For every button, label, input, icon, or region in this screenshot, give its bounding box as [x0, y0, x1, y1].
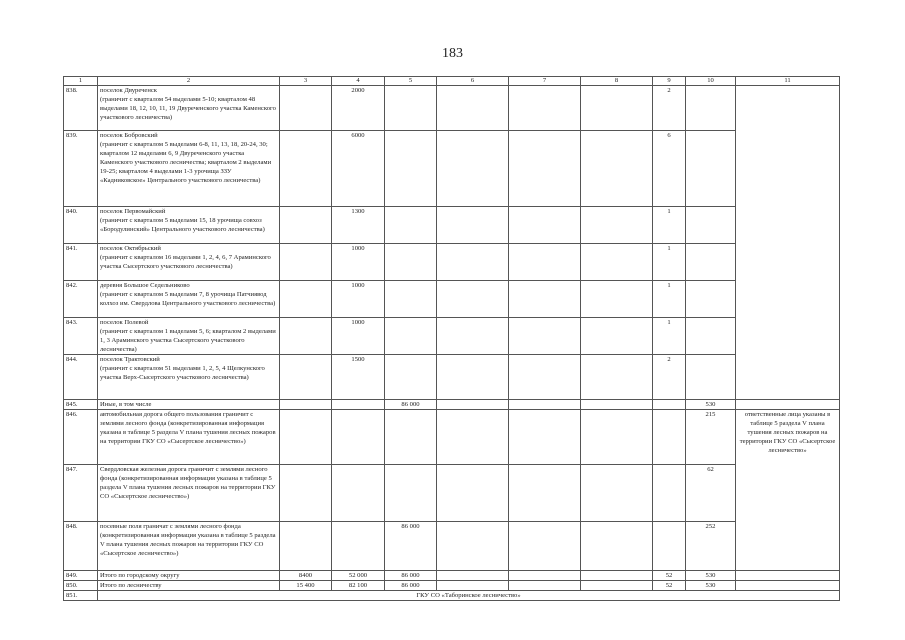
settlement-name: поселок Октябрьский: [100, 245, 161, 252]
table-cell: [332, 522, 385, 571]
table-row: [64, 244, 840, 281]
table-cell: [280, 207, 332, 244]
table-cell: 6: [653, 131, 686, 207]
column-header: 5: [385, 77, 437, 86]
table-cell: [385, 318, 437, 355]
table-cell: [509, 465, 581, 522]
column-header: 10: [686, 77, 736, 86]
table-cell: [581, 571, 653, 581]
table-cell: [437, 581, 509, 591]
row-text: Итого по лесничеству: [98, 581, 280, 591]
table-cell: [653, 410, 686, 465]
table-cell: [385, 207, 437, 244]
column-header: 1: [64, 77, 98, 86]
table-cell: [437, 355, 509, 400]
table-cell: 62: [686, 465, 736, 522]
settlement-cell: [98, 355, 280, 400]
table-cell: [385, 410, 437, 465]
table-cell: [280, 522, 332, 571]
column-header: 7: [509, 77, 581, 86]
table-cell: [581, 522, 653, 571]
table-cell: [280, 355, 332, 400]
table-cell: 530: [686, 571, 736, 581]
settlement-name: деревня Большое Седельниково: [100, 282, 190, 289]
table-cell: [509, 400, 581, 410]
settlement-cell: [98, 281, 280, 318]
table-row: [64, 318, 840, 355]
table-cell: 86 000: [385, 581, 437, 591]
table-cell: [280, 131, 332, 207]
table-cell: 2000: [332, 86, 385, 131]
row-number: 847.: [64, 465, 98, 522]
table-row: [64, 591, 840, 601]
table-cell: [581, 410, 653, 465]
table-cell: [686, 86, 736, 131]
row-number: 850.: [64, 581, 98, 591]
responsible-note: ответственные лица указаны в таблице 5 раздела V плана тушения лесных пожаров на территории ГКУ СО «Сысертское лесничество»: [736, 410, 840, 571]
row-text: автомобильная дорога общего пользования граничит с землями лесного фонда (конкретизированная информация указана в таблице 5 раздела V плана тушения лесных пожаров на территории ГКУ СО «Сысертское лесничество»): [98, 410, 280, 465]
table-cell: [332, 410, 385, 465]
table-cell: [686, 244, 736, 281]
settlement-cell: [98, 318, 280, 355]
column-header: 6: [437, 77, 509, 86]
table-cell: [509, 244, 581, 281]
table-cell: [509, 522, 581, 571]
table-cell: [581, 581, 653, 591]
row-text: Свердловская железная дорога граничит с землями лесного фонда (конкретизированная информация указана в таблице 5 раздела V плана тушения лесных пожаров на территории ГКУ СО «Сысертское лесничество»): [98, 465, 280, 522]
settlement-name: поселок Бобровский: [100, 132, 158, 139]
settlement-description: (граничит с кварталом 5 выделами 7, 8 урочища Патчиявод колхоз им. Свердлова Центрального участкового лесничества): [100, 291, 276, 307]
table-cell: [509, 581, 581, 591]
column-header: 2: [98, 77, 280, 86]
table-cell: [437, 410, 509, 465]
table-row: [64, 86, 840, 131]
table-cell: [509, 131, 581, 207]
table-cell: [280, 244, 332, 281]
table-cell: 6000: [332, 131, 385, 207]
column-header: 3: [280, 77, 332, 86]
table-cell: 82 100: [332, 581, 385, 591]
settlement-cell: [98, 131, 280, 207]
table-cell: 1: [653, 207, 686, 244]
table-cell: [437, 465, 509, 522]
table-cell: [686, 131, 736, 207]
table-cell: [686, 281, 736, 318]
table-cell: [280, 410, 332, 465]
row-text: Итого по городскому округу: [98, 571, 280, 581]
table-cell: 1: [653, 318, 686, 355]
row-number: 844.: [64, 355, 98, 400]
row-number: 848.: [64, 522, 98, 571]
settlement-description: (граничит с кварталом 5 выделами 15, 18 урочища совхоз «Бородулинский» Центрального участкового лесничества): [100, 217, 265, 233]
table-cell: 1000: [332, 244, 385, 281]
table-cell: 86 000: [385, 400, 437, 410]
table-cell: [736, 581, 840, 591]
header-row: [64, 77, 840, 86]
table-cell: 86 000: [385, 571, 437, 581]
table-cell: [509, 86, 581, 131]
table-row: [64, 465, 840, 522]
table-cell: 530: [686, 581, 736, 591]
table-row: [64, 281, 840, 318]
table-cell: [509, 355, 581, 400]
table-cell: [437, 400, 509, 410]
table-cell: 1500: [332, 355, 385, 400]
settlement-description: (граничит с кварталом 16 выделами 1, 2, 4, 6, 7 Араминского участка Сысертского участкового лесничества): [100, 254, 271, 270]
responsible-cell-empty: [736, 86, 840, 400]
table-cell: 1: [653, 244, 686, 281]
table-cell: 1: [653, 281, 686, 318]
table-cell: [686, 318, 736, 355]
table-cell: [280, 318, 332, 355]
table-cell: [437, 281, 509, 318]
table-cell: [280, 86, 332, 131]
table-cell: 1000: [332, 318, 385, 355]
settlement-name: поселок Полевой: [100, 319, 149, 326]
settlement-name: поселок Двуреченск: [100, 87, 158, 94]
settlement-name: поселок Трактовский: [100, 356, 160, 363]
page-number: 183: [442, 46, 463, 61]
table-cell: 8400: [280, 571, 332, 581]
table-cell: [509, 281, 581, 318]
settlement-name: поселок Первомайский: [100, 208, 166, 215]
table-cell: [385, 131, 437, 207]
table-cell: [686, 355, 736, 400]
table-cell: [509, 410, 581, 465]
table-cell: [581, 318, 653, 355]
table-cell: [581, 400, 653, 410]
table-row: [64, 355, 840, 400]
table-row: [64, 410, 840, 465]
table-cell: 52: [653, 581, 686, 591]
settlement-description: (граничит с кварталом 51 выделами 1, 2, 5, 4 Щелкунского участка Верх-Сысертского участкового лесничества): [100, 365, 265, 381]
table-row: [64, 571, 840, 581]
table-cell: [437, 244, 509, 281]
table-cell: [385, 355, 437, 400]
table-row: [64, 131, 840, 207]
row-number: 843.: [64, 318, 98, 355]
table-cell: [385, 86, 437, 131]
table-cell: 15 400: [280, 581, 332, 591]
table-row: [64, 581, 840, 591]
table-cell: [581, 465, 653, 522]
table-cell: 2: [653, 355, 686, 400]
table-cell: [437, 207, 509, 244]
table-cell: 52: [653, 571, 686, 581]
table-cell: [653, 522, 686, 571]
table-cell: 1000: [332, 281, 385, 318]
table-cell: [736, 571, 840, 581]
table-cell: 2: [653, 86, 686, 131]
table-cell: [509, 571, 581, 581]
table-cell: [653, 465, 686, 522]
row-number: 838.: [64, 86, 98, 131]
settlement-cell: [98, 86, 280, 131]
table-cell: 530: [686, 400, 736, 410]
settlement-cell: [98, 244, 280, 281]
table-cell: [736, 400, 840, 410]
table-cell: [581, 244, 653, 281]
table-row: [64, 522, 840, 571]
table-cell: [437, 318, 509, 355]
settlement-description: (граничит с кварталом 1 выделами 5, 6; кварталом 2 выделами 1, 3 Араминского участка Сысертского участкового лесничества): [100, 328, 276, 353]
column-header: 8: [581, 77, 653, 86]
table-cell: [686, 207, 736, 244]
row-number: 845.: [64, 400, 98, 410]
table-cell: [280, 400, 332, 410]
row-text: Иные, в том числе: [98, 400, 280, 410]
column-header: 4: [332, 77, 385, 86]
table-cell: 52 000: [332, 571, 385, 581]
table-cell: [581, 86, 653, 131]
row-number: 851.: [64, 591, 98, 601]
settlement-description: (граничит с кварталом 5 выделами 6-8, 11, 13, 18, 20-24, 30; кварталом 12 выделами 6, 9 Двуреченского участка Каменского участкового лесничества; кварталом 2 выделами 19-25; кварталом 4 выделами 1-3 урочища ЗЗУ «Кадниковское» Центрального участкового лесничества): [100, 141, 272, 184]
table-cell: [437, 131, 509, 207]
table-cell: [581, 281, 653, 318]
table-cell: [280, 281, 332, 318]
table-cell: 1300: [332, 207, 385, 244]
settlement-cell: [98, 207, 280, 244]
table-cell: [332, 400, 385, 410]
column-header: 9: [653, 77, 686, 86]
row-text: посевные поля граничат с землями лесного фонда (конкретизированная информация указана в таблице 5 раздела V плана тушения лесных пожаров на территории ГКУ СО «Сысертское лесничество»): [98, 522, 280, 571]
row-number: 840.: [64, 207, 98, 244]
table-cell: [385, 465, 437, 522]
table-cell: [437, 571, 509, 581]
table-cell: [509, 318, 581, 355]
table-cell: [581, 131, 653, 207]
table-cell: [385, 281, 437, 318]
table-cell: [509, 207, 581, 244]
table-cell: [385, 244, 437, 281]
table-cell: [581, 355, 653, 400]
table-row: [64, 400, 840, 410]
table-row: [64, 207, 840, 244]
section-title: ГКУ СО «Таборинское лесничество»: [98, 591, 840, 601]
table-cell: [581, 207, 653, 244]
table-cell: [280, 465, 332, 522]
column-header: 11: [736, 77, 840, 86]
table-cell: [437, 86, 509, 131]
row-number: 841.: [64, 244, 98, 281]
table-cell: [653, 400, 686, 410]
row-number: 842.: [64, 281, 98, 318]
table-cell: [332, 465, 385, 522]
settlement-description: (граничит с кварталом 54 выделами 5-10; кварталом 48 выделами 18, 12, 10, 11, 19 Двуреченского участка Каменского участкового лесничества): [100, 96, 276, 121]
row-number: 846.: [64, 410, 98, 465]
row-number: 839.: [64, 131, 98, 207]
row-number: 849.: [64, 571, 98, 581]
table-cell: 252: [686, 522, 736, 571]
table-cell: 86 000: [385, 522, 437, 571]
table-cell: 215: [686, 410, 736, 465]
forest-fire-table: [63, 76, 840, 601]
table-cell: [437, 522, 509, 571]
